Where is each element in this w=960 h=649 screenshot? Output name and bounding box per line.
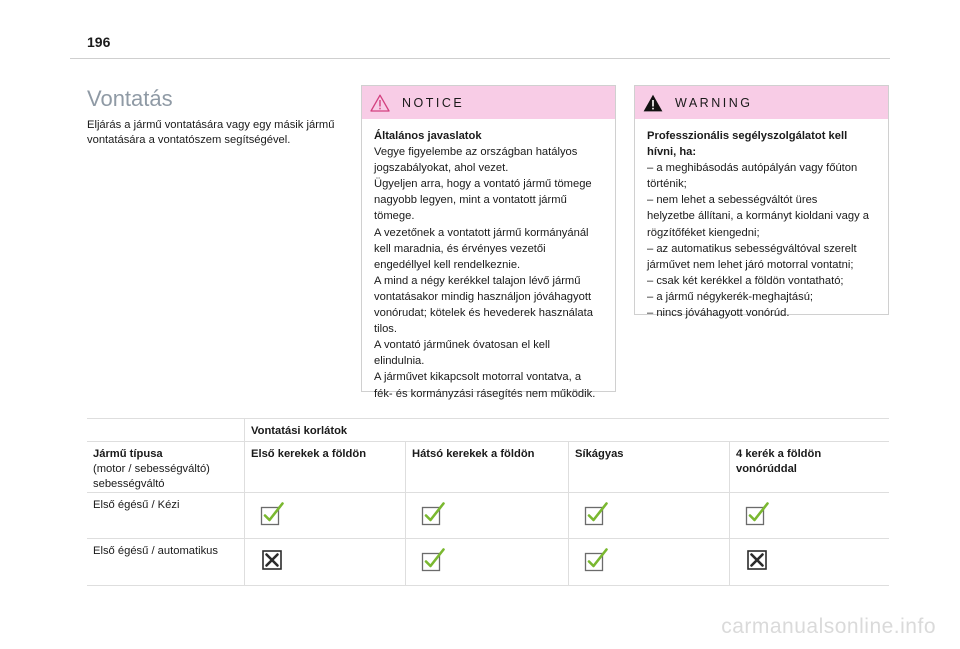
table-row [87,492,889,539]
column-header-text: Első kerekek a földön [251,448,367,460]
table-row [87,538,889,586]
vehicle-type-sub: sebességváltó [93,478,165,490]
cross-icon [745,548,769,577]
table-cell [568,493,729,539]
warning-body [635,119,888,321]
checkmark-icon [421,548,445,577]
towing-limits-table [87,418,889,585]
warning-line: történik; [647,178,687,191]
column-header [244,442,405,493]
checkmark-icon [584,548,608,577]
table-cell [729,539,889,585]
column-header-text: Hátsó kerekek a földön [412,448,535,460]
warning-box [634,85,889,320]
table-title: Vontatási korlátok [244,419,889,442]
section-title: Vontatás [87,86,173,111]
notice-line: kell maradnia, és érvényes vezetői [374,242,546,255]
table-corner-blank [87,419,244,442]
table-cell [405,493,568,539]
header-rule [70,58,890,59]
vehicle-type-title: Jármű típusa [93,448,163,460]
warning-label: WARNING [675,95,753,110]
vehicle-type-sub: (motor / sebességváltó) [93,463,210,475]
notice-line: A járművet kikapcsolt motorral vontatva, a [374,371,582,384]
notice-line: jogszabályokat, ahol vezet. [374,162,509,175]
warning-line: – a meghibásodás autópályán vagy főúton [647,162,858,175]
notice-line: A mind a négy kerékkel talajon lévő jármű [374,274,581,287]
warning-header [635,86,888,119]
warning-line: járművet nem lehet járó motorral vontatni; [647,258,854,271]
notice-line: A vezetőnek a vontatott jármű kormányánál [374,226,589,239]
checkmark-icon [745,502,769,531]
warning-line: – nem lehet a sebességváltót üres [647,194,818,207]
row-label: Első égésű / Kézi [93,499,180,511]
warning-line: helyzetbe állítani, a kormányt kioldani vagy a [647,210,870,223]
notice-line: tilos. [374,323,398,336]
table-title-row [87,418,889,442]
row-label: Első égésű / automatikus [93,545,218,557]
table-cell [244,493,405,539]
notice-line: A vontató járműnek óvatosan el kell [374,339,550,352]
warning-line: – nincs jóváhagyott vonórúd. [647,307,790,320]
notice-label: NOTICE [402,95,465,110]
warning-triangle-icon [643,94,663,112]
column-header-text: vonórúddal [736,463,797,475]
checkmark-icon [584,502,608,531]
notice-line: Ügyeljen arra, hogy a vontató jármű tömege [374,178,592,191]
caution-triangle-icon [370,94,390,112]
column-header-text: 4 kerék a földön [736,448,822,460]
page-number: 196 [87,34,111,50]
table-cell [568,539,729,585]
checkmark-icon [421,502,445,531]
column-header-text: Síkágyas [575,448,624,460]
notice-line: vontatásakor mindig használjon jóváhagyott [374,290,592,303]
table-cell [244,539,405,585]
notice-line: tömege. [374,210,415,223]
table-corner-header [87,442,244,493]
warning-line: rögzítőféket kiengedni; [647,226,760,239]
notice-box [361,85,616,400]
notice-line: engedéllyel kell rendelkeznie. [374,258,521,271]
watermark: carmanualsonline.info [721,615,936,638]
column-header [568,442,729,493]
table-cell [729,493,889,539]
notice-line: vonórudat; kötelek és hevederek használata [374,307,593,320]
table-cell [405,539,568,585]
notice-line: nagyobb legyen, mint a vontatott jármű [374,194,567,207]
column-header [405,442,568,493]
table-header-row [87,441,889,493]
notice-line: elindulnia. [374,355,425,368]
notice-line: fék- és kormányzási rásegítés nem működik. [374,387,596,400]
warning-subtitle: hívni, ha: [647,146,697,159]
warning-subtitle: Professzionális segélyszolgálatot kell [647,130,848,142]
cross-icon [260,548,284,577]
notice-subtitle: Általános javaslatok [374,130,482,142]
section-intro: Eljárás a jármű vontatására vagy egy másik jármű vontatására a vontatószem segítségével. [87,119,335,147]
column-header [729,442,889,493]
warning-line: – csak két kerékkel a földön vontatható; [647,274,844,287]
warning-line: – a jármű négykerék-meghajtású; [647,290,814,303]
checkmark-icon [260,502,284,531]
notice-header [362,86,615,119]
notice-body [362,119,615,402]
notice-line: Vegye figyelembe az országban hatályos [374,146,578,159]
warning-line: – az automatikus sebességváltóval szerelt [647,242,857,255]
